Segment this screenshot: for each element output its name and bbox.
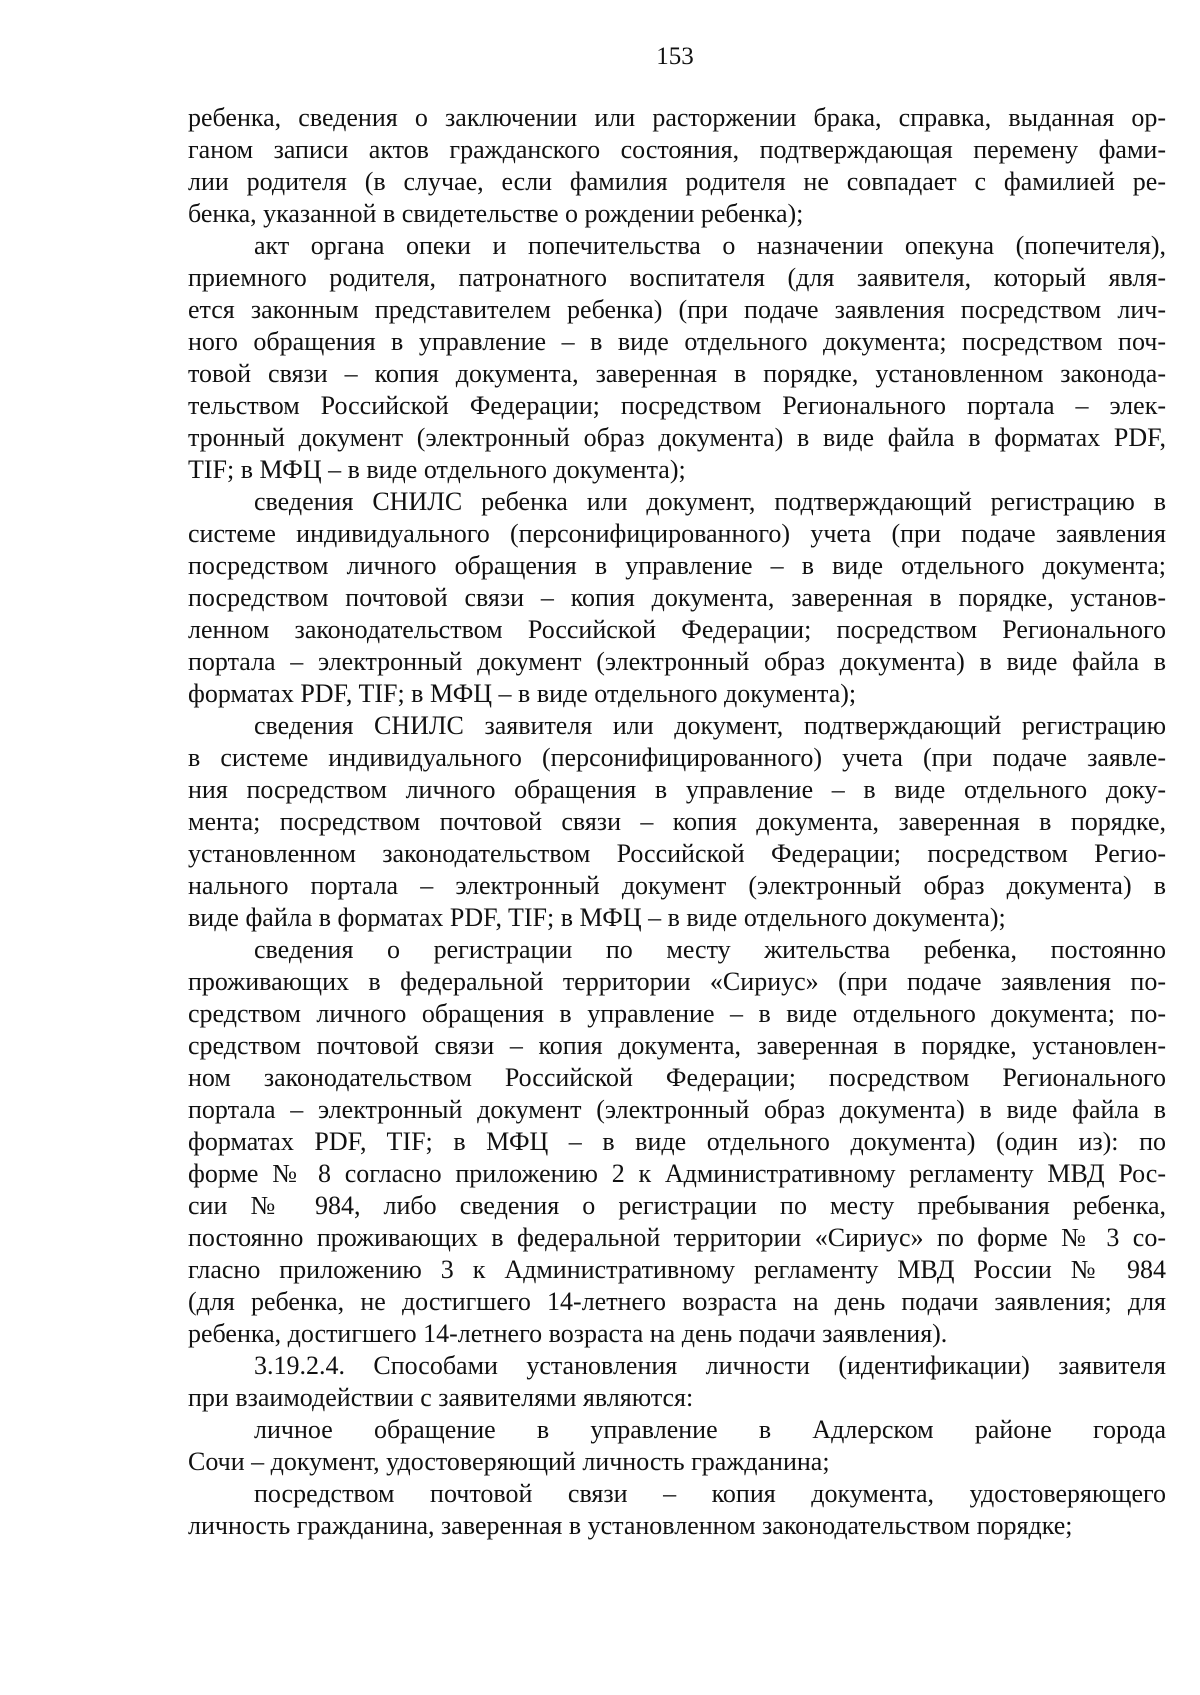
text-line: акт органа опеки и попечительства о назначении опекуна (попечителя), <box>254 231 1166 260</box>
text-line: сии № 984, либо сведения о регистрации по месту пребывания ребенка, <box>188 1191 1166 1220</box>
text-line: портала – электронный документ (электронный образ документа) в виде файла в <box>188 647 1166 676</box>
text-line: сведения о регистрации по месту жительства ребенка, постоянно <box>254 935 1166 964</box>
page-number: 153 <box>656 43 694 70</box>
text-line: приемного родителя, патронатного воспитателя (для заявителя, который явля- <box>188 263 1166 292</box>
paragraph <box>188 1478 1166 1542</box>
paragraph <box>188 102 1166 230</box>
text-line: ребенка, достигшего 14-летнего возраста на день подачи заявления). <box>188 1319 948 1348</box>
text-line: товой связи – копия документа, заверенная в порядке, установленном законода- <box>188 359 1166 388</box>
text-line: средством личного обращения в управление – в виде отдельного документа; по- <box>188 999 1166 1028</box>
body-text <box>188 102 1166 1542</box>
paragraph <box>188 1350 1166 1414</box>
text-line: гласно приложению 3 к Административному регламенту МВД России № 984 <box>188 1255 1166 1284</box>
text-line: в системе индивидуального (персонифицированного) учета (при подаче заявле- <box>188 743 1166 772</box>
paragraph <box>188 230 1166 486</box>
paragraph <box>188 934 1166 1350</box>
text-line: лии родителя (в случае, если фамилия родителя не совпадает с фамилией ре- <box>188 167 1166 196</box>
text-line: ленном законодательством Российской Федерации; посредством Регионального <box>188 615 1166 644</box>
text-line: мента; посредством почтовой связи – копия документа, заверенная в порядке, <box>188 807 1166 836</box>
paragraph <box>188 486 1166 710</box>
paragraph <box>188 710 1166 934</box>
text-line: ного обращения в управление – в виде отдельного документа; посредством поч- <box>188 327 1166 356</box>
text-line: средством почтовой связи – копия документа, заверенная в порядке, установлен- <box>188 1031 1166 1060</box>
text-line: портала – электронный документ (электронный образ документа) в виде файла в <box>188 1095 1166 1124</box>
text-line: ния посредством личного обращения в управление – в виде отдельного доку- <box>188 775 1166 804</box>
text-line: посредством личного обращения в управление – в виде отдельного документа; <box>188 551 1166 580</box>
text-line: проживающих в федеральной территории «Сириус» (при подаче заявления по- <box>188 967 1166 996</box>
text-line: личность гражданина, заверенная в установленном законодательством порядке; <box>188 1511 1073 1540</box>
text-line: установленном законодательством Российской Федерации; посредством Регио- <box>188 839 1166 868</box>
text-line: ребенка, сведения о заключении или расторжении брака, справка, выданная ор- <box>188 103 1166 132</box>
text-line: форматах PDF, TIF; в МФЦ – в виде отдельного документа); <box>188 679 857 708</box>
text-line: бенка, указанной в свидетельстве о рождении ребенка); <box>188 199 804 228</box>
text-line: Сочи – документ, удостоверяющий личность гражданина; <box>188 1447 830 1476</box>
text-line: сведения СНИЛС ребенка или документ, подтверждающий регистрацию в <box>254 487 1166 516</box>
text-line: при взаимодействии с заявителями являются: <box>188 1383 694 1412</box>
text-line: личное обращение в управление в Адлерском районе города <box>254 1415 1166 1444</box>
text-line: постоянно проживающих в федеральной территории «Сириус» по форме № 3 со- <box>188 1223 1166 1252</box>
text-line: системе индивидуального (персонифицированного) учета (при подаче заявления <box>188 519 1166 548</box>
text-line: ганом записи актов гражданского состояния, подтверждающая перемену фами- <box>188 135 1166 164</box>
text-line: посредством почтовой связи – копия документа, заверенная в порядке, установ- <box>188 583 1166 612</box>
text-line: 3.19.2.4. Способами установления личности (идентификации) заявителя <box>254 1351 1166 1380</box>
text-line: (для ребенка, не достигшего 14-летнего возраста на день подачи заявления; для <box>188 1287 1166 1316</box>
text-line: форматах PDF, TIF; в МФЦ – в виде отдельного документа) (один из): по <box>188 1127 1166 1156</box>
text-line: ется законным представителем ребенка) (при подаче заявления посредством лич- <box>188 295 1166 324</box>
text-line: тронный документ (электронный образ документа) в виде файла в форматах PDF, <box>188 423 1166 452</box>
text-line: посредством почтовой связи – копия документа, удостоверяющего <box>254 1479 1166 1508</box>
text-line: TIF; в МФЦ – в виде отдельного документа); <box>188 455 686 484</box>
text-line: нального портала – электронный документ (электронный образ документа) в <box>188 871 1166 900</box>
text-line: сведения СНИЛС заявителя или документ, подтверждающий регистрацию <box>254 711 1166 740</box>
text-line: ном законодательством Российской Федерации; посредством Регионального <box>188 1063 1166 1092</box>
text-line: форме № 8 согласно приложению 2 к Административному регламенту МВД Рос- <box>188 1159 1166 1188</box>
text-line: тельством Российской Федерации; посредством Регионального портала – элек- <box>188 391 1166 420</box>
paragraph <box>188 1414 1166 1478</box>
text-line: виде файла в форматах PDF, TIF; в МФЦ – в виде отдельного документа); <box>188 903 1006 932</box>
